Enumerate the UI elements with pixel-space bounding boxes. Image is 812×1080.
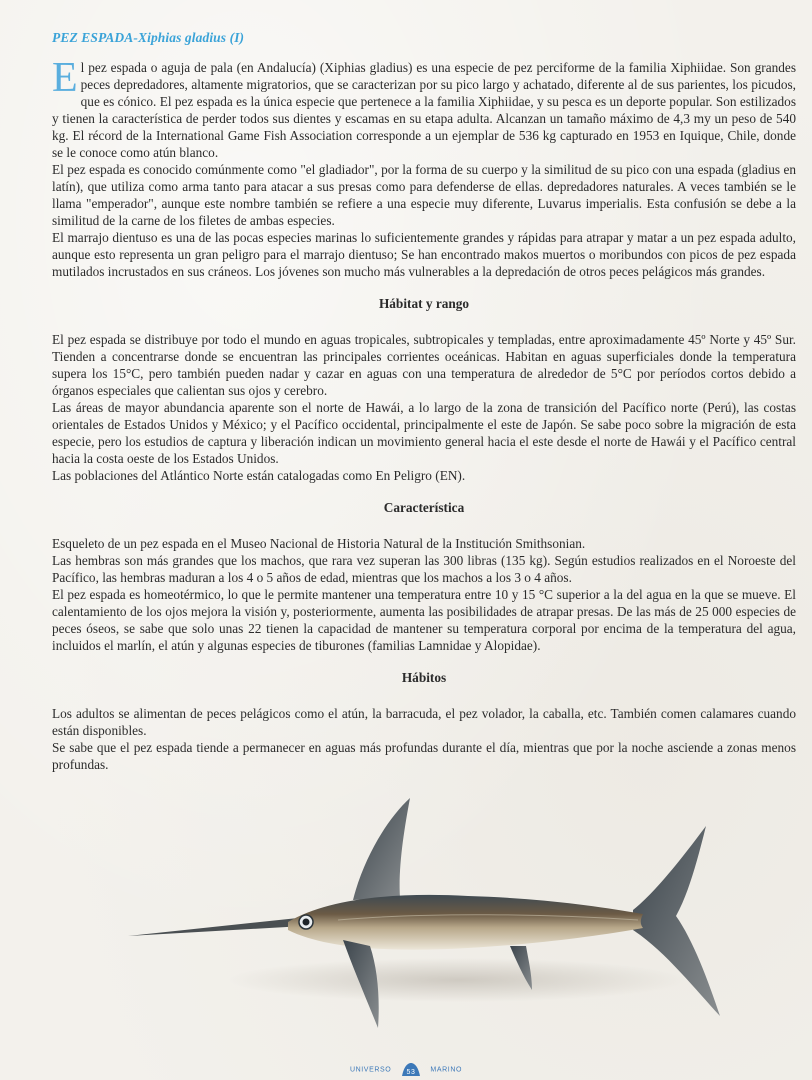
page-number: 53: [406, 1069, 416, 1076]
habitat-paragraph-3: Las poblaciones del Atlántico Norte están catalogadas como En Peligro (EN).: [52, 468, 466, 483]
section-heading-habitat: Hábitat y rango: [378, 296, 470, 311]
drop-cap: E: [52, 55, 78, 101]
habitat-paragraph-1: El pez espada se distribuye por todo el mundo en aguas tropicales, subtropicales y templadas, entre aproximadamente 45º Norte y 45º Sur. Tienden a concentrarse donde se encuentran las principales corrientes oceánicas. Habitan en aguas superficiales donde la temperatura supera los 15°C, pero también pueden nadar y cazar en aguas con una temperatura de alrededor de 5°C por períodos cortos debido a órganos especiales que calientan sus ojos y cerebro.: [52, 332, 796, 398]
footer-left-text: UNIVERSO: [349, 1066, 392, 1074]
caracteristica-paragraph-2: Las hembras son más grandes que los machos, que rara vez superan las 300 libras (135 kg). Según estudios realizados en el Noroeste del Pacífico, las hembras maduran a los 4 o 5 años de edad, mientras que los machos a los 3 o 4 años.: [52, 553, 796, 585]
habitos-paragraph-1: Los adultos se alimentan de peces pelágicos como el atún, la barracuda, el pez volador, la caballa, etc. También comen calamares cuando están disponibles.: [52, 706, 796, 738]
caracteristica-paragraph-1: Esqueleto de un pez espada en el Museo Nacional de Historia Natural de la Institución Smithsonian.: [52, 536, 586, 551]
page-number-badge: [400, 1062, 422, 1078]
habitat-paragraph-2: Las áreas de mayor abundancia aparente son el norte de Hawái, a lo largo de la zona de transición del Pacífico norte (Perú), las costas orientales de Estados Unidos y México; y el Pacífico occidental, principalmente el este de Japón. Se sabe poco sobre la migración de esta especie, pero los estudios de captura y liberación indican un movimiento general hacia el este desde el norte de Hawái y el Pacífico central hacia la costa oeste de los Estados Unidos.: [52, 400, 796, 466]
section-heading-habitos: Hábitos: [401, 670, 447, 685]
intro-paragraph-3: El marrajo dientuso es una de las pocas especies marinas lo suficientemente grandes y rápidas para atrapar y matar a un pez espada adulto, aunque esto representa un gran peligro para el marrajo dientuso; Se han encontrado makos muertos o moribundos con picos de pez espada mutilados incrustados en sus cráneos. Los jóvenes son mucho más vulnerables a la depredación de otros peces pelágicos más grandes.: [52, 230, 796, 279]
page-footer: [0, 1062, 812, 1080]
swordfish-image: [128, 790, 728, 1040]
intro-paragraph-2: El pez espada es conocido comúnmente como "el gladiador", por la forma de su cuerpo y la similitud de su pico con una espada (gladius en latín), que utiliza como arma tanto para atacar a sus presas como para defenderse de ellas. depredadores naturales. A veces también se le llama "emperador", aunque este nombre también se refiere a una especie muy diferente, Luvarus imperialis. Esta confusión se debe a la similitud de la carne de los filetes de ambas especies.: [52, 162, 796, 228]
page-title: PEZ ESPADA-Xiphias gladius (I): [52, 30, 245, 45]
intro-paragraph-1-text: l pez espada o aguja de pala (en Andalucía) (Xiphias gladius) es una especie de pez perciforme de la familia Xiphiidae. Son grandes peces depredadores, altamente migratorios, que se caracterizan por su pico largo y achatado, diferente al de sus parientes, los picudos, que es cónico. El pez espada es la única especie que pertenece a la familia Xiphiidae, y su pesca es un deporte popular. Son estilizados y tienen la característica de perder todos sus dientes y escamas en su etapa adulta. Alcanzan un tamaño máximo de 4,3 my un peso de 540 kg. El récord de la International Game Fish Association corresponde a un ejemplar de 536 kg capturado en 1953 en Iquique, Chile, donde se le conoce como atún blanco.: [52, 60, 796, 160]
swordfish-illustration: [128, 790, 728, 1040]
footer-right-text: MARINO: [430, 1066, 463, 1074]
habitos-paragraph-2: Se sabe que el pez espada tiende a permanecer en aguas más profundas durante el día, mientras que por la noche asciende a zonas menos profundas.: [52, 740, 796, 772]
section-heading-caracteristica: Característica: [383, 500, 465, 515]
caracteristica-paragraph-3: El pez espada es homeotérmico, lo que le permite mantener una temperatura entre 10 y 15 °C superior a la del agua en la que se mueve. El calentamiento de los ojos mejora la visión y, posteriormente, aumenta las posibilidades de atrapar presas. De las más de 25 000 especies de peces óseos, se sabe que solo unas 22 tienen la capacidad de mantener su temperatura corporal por encima de la temperatura del agua, incluidos el marlín, el atún y algunas especies de tiburones (familias Lamnidae y Alopidae).: [52, 587, 796, 653]
page-badge-icon: [400, 1062, 422, 1078]
intro-paragraph-1: [52, 55, 796, 161]
